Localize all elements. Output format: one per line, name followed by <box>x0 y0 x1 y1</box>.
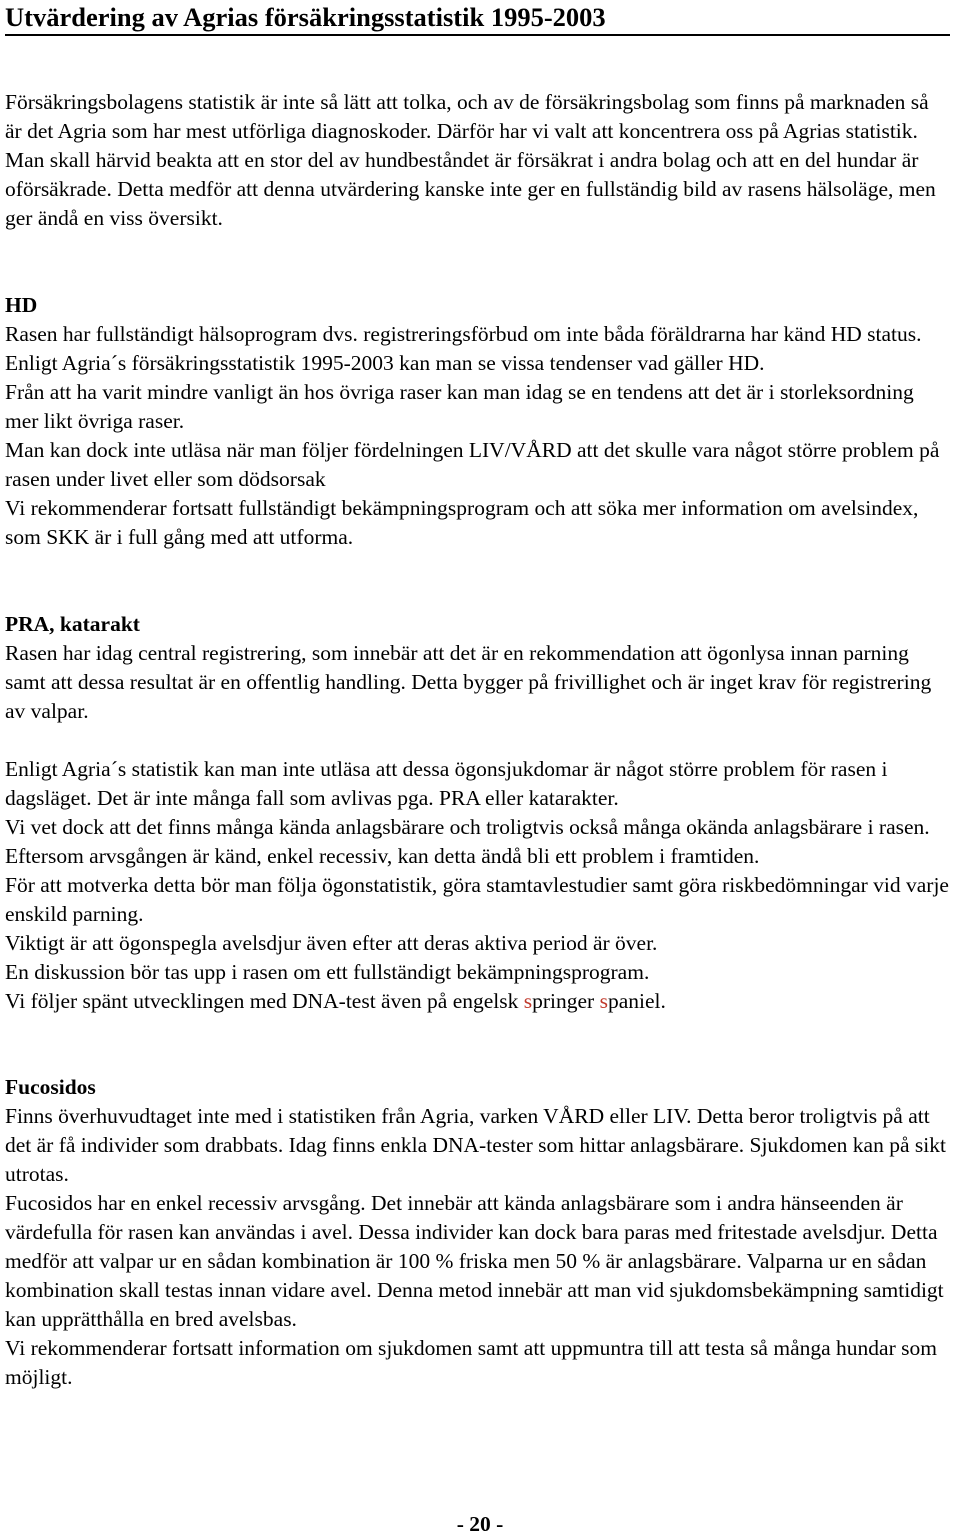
document-title: Utvärdering av Agrias försäkringsstatistik 1995-2003 <box>5 0 950 36</box>
pra-paragraph-6: Viktigt är att ögonspegla avelsdjur även efter att deras aktiva period är över. <box>5 931 658 955</box>
fucosidos-paragraph-3: Vi rekommenderar fortsatt information om sjukdomen samt att uppmuntra till att testa så många hundar som möjligt. <box>5 1336 937 1389</box>
pra-paragraph-5: För att motverka detta bör man följa ögonstatistik, göra stamtavlestudier samt göra riskbedömningar vid varje enskild parning. <box>5 873 949 926</box>
pra-paragraph-3: Vi vet dock att det finns många kända anlagsbärare och troligtvis också många okända anlagsbärare i rasen. <box>5 815 930 839</box>
hd-heading: HD <box>5 293 38 317</box>
pra-p8-text-a: Vi följer spänt utvecklingen med DNA-test även på engelsk <box>5 989 524 1013</box>
intro-paragraph: Försäkringsbolagens statistik är inte så lätt att tolka, och av de försäkringsbolag som finns på marknaden så är det Agria som har mest utförliga diagnoskoder. Därför har vi valt att koncentrera oss på Agrias statistik. Man skall härvid beakta att en stor del av hundbeståndet är försäkrat i andra bolag och att en del hundar är oförsäkrade. Detta medför att denna utvärdering kanske inte ger en fullständig bild av rasens hälsoläge, men ger ändå en viss översikt. <box>5 90 936 230</box>
pra-heading: PRA, katarakt <box>5 612 140 636</box>
pra-paragraph-1: Rasen har idag central registrering, som innebär att det är en rekommendation att ögonlysa innan parning samt att dessa resultat är en offentlig handling. Detta bygger på frivillighet och är inget krav för registrering av valpar. <box>5 641 932 723</box>
pra-p8-text-c: paniel. <box>607 989 666 1013</box>
fucosidos-paragraph-1: Finns överhuvudtaget inte med i statistiken från Agria, varken VÅRD eller LIV. Detta beror troligtvis på att det är få individer som drabbats. Idag finns enkla DNA-tester som hittar anlagsbärare. Sjukdomen kan på sikt utrotas. <box>5 1104 946 1186</box>
pra-paragraph-8 <box>5 987 950 1016</box>
hd-paragraph-3: Från att ha varit mindre vanligt än hos övriga raser kan man idag se en tendens att det är i storleksordning mer likt övriga raser. <box>5 380 914 433</box>
hd-paragraph-1: Rasen har fullständigt hälsoprogram dvs. registreringsförbud om inte båda föräldrarna har känd HD status. <box>5 322 922 346</box>
pra-p8-highlight-2: s <box>599 989 608 1013</box>
fucosidos-heading: Fucosidos <box>5 1075 96 1099</box>
hd-section <box>5 291 950 552</box>
hd-paragraph-5: Vi rekommenderar fortsatt fullständigt bekämpningsprogram och att söka mer information om avelsindex, som SKK är i full gång med att utforma. <box>5 496 919 549</box>
intro-section <box>5 88 950 233</box>
pra-paragraph-7: En diskussion bör tas upp i rasen om ett fullständigt bekämpningsprogram. <box>5 960 650 984</box>
fucosidos-section <box>5 1073 950 1392</box>
pra-section <box>5 610 950 1016</box>
fucosidos-paragraph-2: Fucosidos har en enkel recessiv arvsgång. Det innebär att kända anlagsbärare som i andra hänseenden är värdefulla för rasen kan användas i avel. Dessa individer kan dock bara paras med fritestade avelsdjur. Detta medför att valpar ur en sådan kombination är 100 % friska men 50 % är anlagsbärare. Valparna ur en sådan kombination skall testas innan vidare avel. Denna metod innebär att man vid sjukdomsbekämpning samtidigt kan upprätthålla en bred avelsbas. <box>5 1191 944 1331</box>
pra-paragraph-4: Eftersom arvsgången är känd, enkel recessiv, kan detta ändå bli ett problem i framtiden. <box>5 844 760 868</box>
pra-p8-text-b: pringer <box>532 989 600 1013</box>
hd-paragraph-2: Enligt Agria´s försäkringsstatistik 1995-2003 kan man se vissa tendenser vad gäller HD. <box>5 351 765 375</box>
pra-p8-highlight-1: s <box>523 989 533 1013</box>
hd-paragraph-4: Man kan dock inte utläsa när man följer fördelningen LIV/VÅRD att det skulle vara något större problem på rasen under livet eller som dödsorsak <box>5 438 940 491</box>
pra-paragraph-2: Enligt Agria´s statistik kan man inte utläsa att dessa ögonsjukdomar är något större problem för rasen i dagsläget. Det är inte många fall som avlivas pga. PRA eller katarakter. <box>5 757 888 810</box>
page-number: - 20 - <box>456 1512 504 1536</box>
